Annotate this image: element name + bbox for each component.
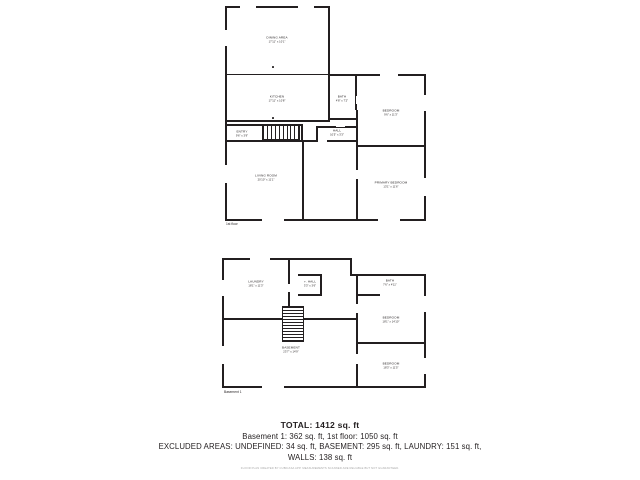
excluded-areas-line: EXCLUDED AREAS: UNDEFINED: 34 sq. ft, BASEMENT: 295 sq. ft, LAUNDRY: 151 sq. ft, [158,442,482,452]
wall-exterior [222,258,352,260]
door-opening [356,170,358,179]
room-label-bath: BATH 4'8" x 7'2" [335,94,349,103]
wall-interior [302,140,304,220]
wall-interior [298,274,322,276]
room-label-bedroom: BEDROOM 9'6" x 11'3" [382,108,400,117]
door-opening [330,104,332,112]
window-opening [262,218,284,221]
walls-area-line: WALLS: 138 sq. ft [287,452,353,462]
window-opening [221,280,224,296]
wall-exterior [222,258,224,388]
disclaimer-text: FLOOR PLAN CREATED BY CUBICASA APP. MEASUREMENTS SCANNED ARE RELIABLE BUT NOT GUARANTEED. [240,467,400,470]
totals-block [0,420,640,463]
window-opening [423,296,426,312]
wall-interior [328,118,357,120]
window-opening [224,165,227,183]
room-label-basement: BASEMENT 23'7" x 14'9" [282,345,300,354]
window-opening [262,385,284,388]
door-opening [356,304,358,313]
room-label-laundry: LAUNDRY 18'1" x 11'3" [248,279,264,288]
door-opening [330,294,339,296]
marker-dot [272,117,274,119]
wall-interior [320,274,322,296]
wall-exterior [225,120,330,122]
wall-interior [356,342,426,344]
window-opening [298,5,314,8]
room-label-kitchen: KITCHEN 17'11" x 10'8" [268,94,286,103]
total-area-line: TOTAL: 1412 sq. ft [280,420,360,430]
wall-exterior [328,6,330,76]
wall-interior [355,76,357,110]
room-label-basement-bedroom-1: BEDROOM 18'1" x 14'10" [382,315,400,324]
window-opening [240,5,256,8]
wall-interior [328,76,330,120]
room-label-basement-hall: +. HALL 3'3" x 3'6" [303,279,317,288]
floor-caption-first: 1st floor [226,222,238,226]
area-breakdown-line: Basement 1: 362 sq. ft, 1st floor: 1050 sq. ft [242,431,398,441]
window-opening [423,358,426,374]
wall-exterior [328,74,426,76]
wall-interior [356,274,358,320]
wall-interior [356,294,380,296]
floor-caption-basement: Basement 1 [224,390,242,394]
window-opening [423,178,426,196]
room-label-primary-bedroom: PRIMARY BEDROOM 13'1" x 11'6" [374,180,408,189]
staircase [262,125,300,140]
room-label-entry: ENTRY 9'6" x 3'9" [235,129,249,138]
room-label-dining-area: DINING AREA 17'11" x 10'1" [266,35,288,44]
basement-plan [0,250,640,400]
first-floor-plan [0,0,640,230]
room-label-basement-bedroom-2: BEDROOM 18'3" x 11'5" [382,361,400,370]
wall-exterior [222,386,426,388]
wall-interior [302,140,357,142]
window-opening [224,30,227,46]
window-opening [221,346,224,364]
wall-interior [356,320,358,386]
room-label-living-room: LIVING ROOM 20'10" x 11'1" [255,173,277,182]
window-opening [250,257,270,260]
door-opening [356,96,358,104]
wall-interior [356,145,426,147]
wall-interior [227,74,328,75]
window-opening [378,218,400,221]
room-label-basement-bath: BATH 7'6" x 4'11" [383,278,397,287]
window-opening [380,73,398,76]
window-opening [423,95,426,111]
staircase [282,306,304,342]
wall-interior [298,294,322,296]
door-opening [336,125,345,127]
marker-dot [272,66,274,68]
door-opening [288,284,290,292]
wall-interior [356,110,358,160]
room-label-hall: HALL 10'5" x 3'3" [330,128,344,137]
wall-exterior [225,140,303,142]
door-opening [318,139,327,142]
wall-interior [356,160,358,220]
door-opening [356,354,358,364]
wall-interior [224,318,288,320]
wall-exterior [350,274,426,276]
